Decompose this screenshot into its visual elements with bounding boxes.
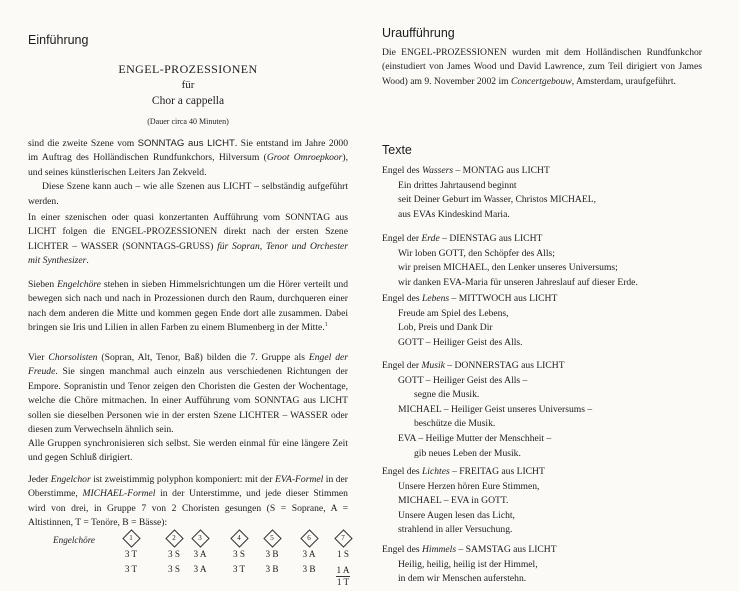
angel-text-group <box>382 359 712 461</box>
choir-lower-voice-text: 3 T <box>124 564 138 574</box>
choir-number: 5 <box>270 534 274 542</box>
angel-text-heading <box>382 359 712 374</box>
angel-text-heading <box>382 164 712 179</box>
angel-text-line: MICHAEL – Heiliger Geist unseres Universums – <box>398 403 593 415</box>
angel-prefix: Engel des <box>382 165 422 176</box>
angel-prefix: Engel der <box>382 360 422 371</box>
angel-text-heading <box>382 292 712 307</box>
angel-day: – SAMSTAG aus LICHT <box>456 544 557 555</box>
choir-lower-voice <box>298 564 320 574</box>
angel-prefix: Engel des <box>382 466 422 477</box>
angel-prefix: Engel der <box>382 233 422 244</box>
intro-paragraph-4: Vier Chorsolisten (Sopran, Alt, Tenor, Baß) bilden die 7. Gruppe als Engel der Freude. Sie singen manchmal auch einzeln aus verschiedenen Richtungen der Empore. Sopranistin und Tenor zeigen den Choristen die Gesten der Wochentage, welche die Chöre mitmachen. In einer Aufführung vom SONNTAG aus LICHT sollen sie dieselben Personen wie in der ersten Szene LICHTER – WASSER oder diesen zum Verwechseln ähnlich sein. <box>28 352 348 436</box>
angel-day: – FREITAG aus LICHT <box>449 466 545 477</box>
angel-text-line: Unsere Herzen hören Eure Stimmen, <box>398 480 540 492</box>
choir-lower-voice-text: 3 B <box>265 564 279 574</box>
angel-text-group <box>382 465 712 538</box>
angel-text-group <box>382 292 712 350</box>
angel-name: Musik <box>421 360 445 371</box>
angel-name: Wassers <box>421 165 454 176</box>
angel-text-line: aus EVAs Kindeskind Maria. <box>398 208 510 220</box>
choir-lower-voice-text: 3 T <box>232 564 246 574</box>
choir-extra-voice: 1 T <box>336 577 350 587</box>
angel-text-line: Wir loben GOTT, den Schöpfer des Alls; <box>398 247 555 259</box>
choir-upper-voice: 3 A <box>193 549 207 559</box>
angel-text-heading <box>382 232 712 247</box>
premiere-paragraph: Die ENGEL-PROZESSIONEN wurden mit dem Holländischen Rundfunkchor (einstudiert von James Wood und David Lawrence, zum Teil dirigiert von James Wood) am 9. November 2002 im Concertgebouw, Amsterdam, uraufgeführt. <box>382 47 702 87</box>
texts-heading: Texte <box>382 143 412 157</box>
work-title: ENGEL-PROZESSIONEN <box>118 62 258 76</box>
angel-text-line: Ein drittes Jahrtausend beginnt <box>398 179 517 191</box>
choir-lower-voice-text: 3 A <box>193 564 207 574</box>
choir-upper-voice: 3 S <box>232 549 245 559</box>
angel-text-line: gib neues Leben der Musik. <box>414 447 521 459</box>
choir-upper-voice: 3 S <box>167 549 180 559</box>
choir-number: 3 <box>198 534 202 542</box>
choir-lower-voice-text: 3 B <box>302 564 316 574</box>
angel-text-heading <box>382 543 712 558</box>
angel-text-line: MICHAEL – EVA in GOTT. <box>398 495 509 507</box>
angel-text-line: EVA – Heilige Mutter der Menschheit – <box>398 432 552 444</box>
introduction-heading: Einführung <box>28 33 89 47</box>
angel-text-line: GOTT – Heiliger Geist des Alls – <box>398 374 528 386</box>
angel-text-line: Unsere Augen lesen das Licht, <box>398 509 515 521</box>
intro-paragraph-1: sind die zweite Szene vom SONNTAG aus LICHT. Sie entstand im Jahre 2000 im Auftrag des Holländischen Rundfunkchors, Hilversum (Groot Omroepkoor), und seines künstlerischen Leiters Jan Zekveld. Diese Szene kann auch – wie alle Szenen aus LICHT – selbständig aufgeführt werden. <box>28 138 349 207</box>
choir-number: 2 <box>172 534 176 542</box>
angel-text-group <box>382 232 712 290</box>
choir-lower-voice-text: 1 A <box>336 565 350 575</box>
angel-name: Erde <box>421 233 440 244</box>
choir-lower-voice <box>261 564 283 574</box>
angel-prefix: Engel des <box>382 544 422 555</box>
angel-day: – MITTWOCH aus LICHT <box>449 293 558 304</box>
angel-text-line: seit Deiner Geburt im Wasser, Christos MICHAEL, <box>398 194 596 206</box>
intro-paragraph-5: Alle Gruppen synchronisieren sich selbst. Sie werden einmal für eine längere Zeit und gegen Schluß dirigiert. <box>28 438 348 464</box>
work-duration: (Dauer circa 40 Minuten) <box>147 117 229 126</box>
angel-text-line: in dem wir Menschen auferstehn. <box>398 573 527 585</box>
choir-number: 4 <box>237 534 241 542</box>
angel-name: Lebens <box>421 293 450 304</box>
intro-paragraph-2: In einer szenischen oder quasi konzertanten Aufführung vom SONNTAG aus LICHT folgen die ENGEL-PROZESSIONEN direkt nach der ersten Szene LICHTER – WASSER (SONNTAGS-GRUSS) für Sopran, Tenor und Orchester mit Synthesizer. <box>28 212 348 267</box>
angel-text-line: wir danken EVA-Maria für unseren Jahreslauf auf dieser Erde. <box>398 276 638 288</box>
intro-paragraph-6: Jeder Engelchor ist zweistimmig polyphon komponiert: mit der EVA-Formel in der Oberstimme, MICHAEL-Formel in der Unterstimme, und jede dieser Stimmen wird von drei, in Gruppe 7 von 2 Choristen gesungen (S = Soprane, A = Altistinnen, T = Tenöre, B = Bässe): <box>28 474 348 529</box>
angel-text-line: Heilig, heilig, heilig ist der Himmel, <box>398 558 538 570</box>
angel-text-line: strahlend in aller Versuchung. <box>398 524 513 536</box>
premiere-heading: Uraufführung <box>382 26 455 40</box>
angel-day: – MONTAG aus LICHT <box>453 165 550 176</box>
choir-number: 1 <box>129 534 133 542</box>
choir-upper-voice: 1 S <box>336 549 349 559</box>
choirs-label: Engelchöre <box>53 535 96 545</box>
work-subtitle-instrumentation: Chor a cappella <box>151 95 225 107</box>
choir-number: 6 <box>307 534 311 542</box>
angel-prefix: Engel des <box>382 293 422 304</box>
choir-upper-voice: 3 B <box>265 549 279 559</box>
angel-text-line: Freude am Spiel des Lebens, <box>398 307 509 319</box>
choir-lower-voice <box>189 564 211 574</box>
choir-upper-voice: 3 A <box>302 549 316 559</box>
choir-lower-voice <box>120 564 142 574</box>
angel-text-line: wir preisen MICHAEL, den Lenker unseres Universums; <box>398 262 618 274</box>
angel-text-line: Lob, Preis und Dank Dir <box>398 322 493 334</box>
angel-name: Lichtes <box>421 466 450 477</box>
angel-text-group <box>382 164 712 222</box>
work-subtitle-for: für <box>181 79 195 91</box>
intro-paragraph-3: Sieben Engelchöre stehen in sieben Himmelsrichtungen um die Hörer verteilt und bewegen sich nach und nach in Prozessionen durch den Raum, durchqueren einer nach dem anderen die Mitte und kommen gegen Ende dort alle zusammen. Dabei bringen sie Iris und Lilien in allen Farben zu einem Blumenberg in der Mitte.$^1$ <box>28 279 348 334</box>
choir-lower-voice <box>228 564 250 574</box>
angel-text-line: GOTT – Heiliger Geist des Alls. <box>398 336 523 348</box>
angel-text-line: beschütze die Musik. <box>414 418 496 430</box>
angel-name: Himmels <box>421 544 457 555</box>
choir-lower-voice <box>332 564 354 577</box>
angel-text-group <box>382 543 712 587</box>
choir-lower-voice <box>163 564 185 574</box>
angel-day: – DONNERSTAG aus LICHT <box>444 360 565 371</box>
angel-day: – DIENSTAG aus LICHT <box>439 233 543 244</box>
choir-lower-voice-text: 3 S <box>167 564 180 574</box>
angel-text-line: segne die Musik. <box>414 389 480 401</box>
choir-upper-voice: 3 T <box>124 549 138 559</box>
choir-number: 7 <box>341 534 345 542</box>
angel-text-heading <box>382 465 712 480</box>
